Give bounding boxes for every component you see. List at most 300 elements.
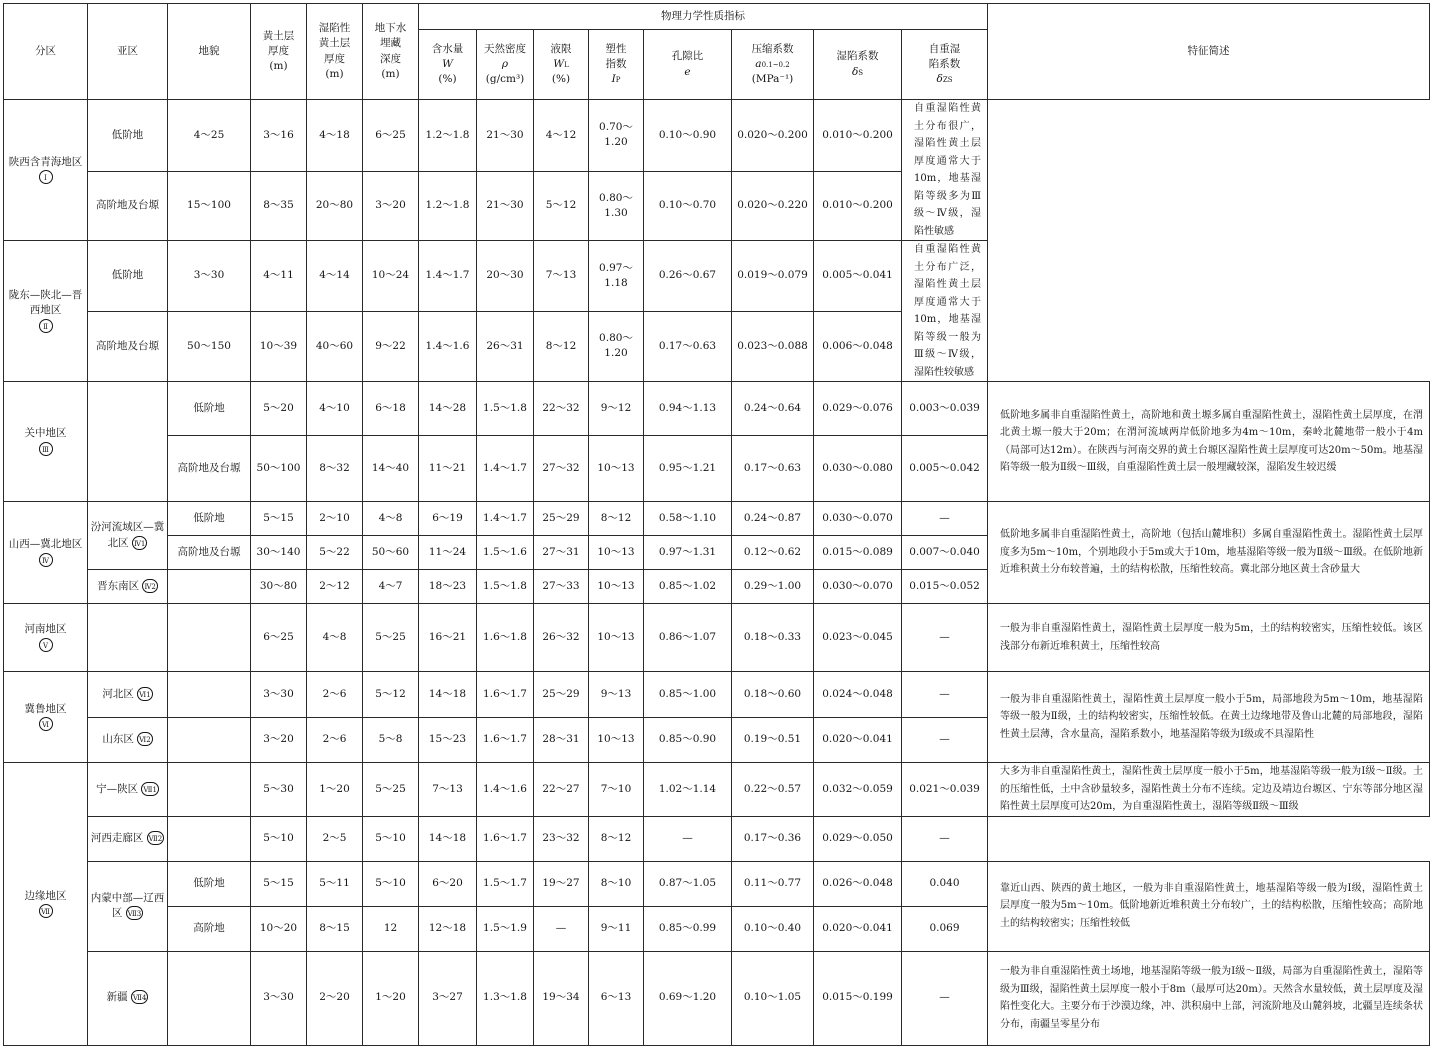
cell-text: 0.69～1.20 (658, 991, 717, 1004)
table-row (4, 604, 1430, 672)
cell-text: 7～10 (600, 782, 632, 795)
district-numeral-icon: Ⅴ (39, 638, 53, 652)
header-water-content: 含水量 W (%) (419, 30, 477, 100)
cell-text: — (939, 733, 950, 746)
collapse-coefficient-cell (814, 570, 902, 604)
cell-text: 27～33 (542, 579, 580, 592)
collapsible-thickness-cell (307, 861, 363, 906)
cell-text: 5～20 (263, 401, 294, 414)
water-content-cell (419, 861, 477, 906)
groundwater-depth-cell (307, 100, 363, 172)
subdistrict-numeral-icon: Ⅳ2 (142, 579, 157, 593)
self-weight-coefficient-cell (814, 241, 902, 312)
cell-text: 山东区 (102, 733, 134, 746)
cell-text: 0.015～0.089 (822, 545, 893, 558)
plasticity-index-cell (589, 718, 644, 763)
self-weight-coefficient-cell (814, 100, 902, 172)
void-ratio-cell (644, 951, 732, 1045)
table-row (4, 241, 1430, 312)
cell-text: 0.023～0.045 (822, 630, 893, 643)
cell-text: 18～23 (428, 579, 467, 592)
liquid-limit-cell (477, 171, 534, 240)
subdistrict-numeral-icon: Ⅵ2 (137, 732, 153, 746)
density-cell (477, 861, 534, 906)
liquid-limit-cell (534, 536, 589, 570)
plasticity-index-cell (589, 763, 644, 817)
compressibility-cell (732, 436, 814, 502)
district-cell (4, 604, 88, 672)
cell-text: 1～20 (375, 991, 406, 1004)
self-weight-coefficient-cell (902, 382, 988, 436)
cell-text: 0.29～1.00 (743, 579, 802, 592)
cell-text: 10～20 (259, 921, 298, 934)
description-cell (988, 382, 1430, 502)
table-row (4, 171, 1430, 240)
cell-text: 0.22～0.57 (743, 782, 802, 795)
cell-text: 一般为非自重湿陷性黄土，湿陷性黄土层厚度一般小于5m，局部地段为5m～10m，地基湿陷等级一般为Ⅱ级，土的结构较密实，压缩性较低。在黄土边缘地带及鲁山北麓的局部地段，湿陷性黄土层薄，含水量高，湿陷系数小，地基湿陷等级为Ⅰ级或不具湿陷性 (1000, 693, 1423, 740)
loess-thickness-cell (251, 763, 307, 817)
collapsible-thickness-cell (307, 672, 363, 718)
cell-text: 20～30 (486, 269, 524, 282)
density-cell (477, 436, 534, 502)
cell-text: 5～30 (263, 782, 294, 795)
table-row (4, 763, 1430, 817)
self-weight-coefficient-cell (902, 906, 988, 951)
groundwater-depth-cell (363, 436, 419, 502)
density-cell (477, 816, 534, 861)
water-content-cell (419, 604, 477, 672)
cell-text: 0.005～0.041 (822, 269, 893, 282)
description-cell (988, 861, 1430, 951)
district-cell (4, 672, 88, 763)
cell-text: 6～19 (432, 511, 463, 524)
header-district: 分区 (4, 4, 88, 100)
plasticity-index-cell (589, 382, 644, 436)
loess-thickness-cell (251, 570, 307, 604)
district-cell (4, 502, 88, 604)
cell-text: 1～20 (319, 782, 350, 795)
self-weight-coefficient-cell (814, 171, 902, 240)
cell-text: 0.040 (929, 876, 960, 889)
description-cell (902, 100, 988, 241)
groundwater-depth-cell (363, 718, 419, 763)
cell-text: 25～29 (542, 687, 580, 700)
cell-text: 5～25 (375, 630, 406, 643)
description-cell (988, 604, 1430, 672)
groundwater-depth-cell (363, 763, 419, 817)
cell-text: 9～22 (375, 339, 406, 352)
district-cell (4, 382, 88, 502)
liquid-limit-cell (534, 906, 589, 951)
loess-thickness-cell (251, 816, 307, 861)
header-collapse-coefficient: 湿陷系数 δS (814, 30, 902, 100)
header-self-weight-coefficient: 自重湿 陷系数 δZS (902, 30, 988, 100)
cell-text: 0.020～0.220 (737, 199, 808, 212)
subdistrict-numeral-icon: Ⅶ3 (126, 906, 144, 920)
cell-text: 10～13 (597, 461, 635, 474)
collapsible-thickness-cell (251, 241, 307, 312)
district-numeral-icon: Ⅰ (39, 170, 53, 184)
landform-cell (168, 906, 251, 951)
density-cell (477, 672, 534, 718)
cell-text: 0.003～0.039 (909, 401, 980, 414)
cell-text: 靠近山西、陕西的黄土地区，一般为非自重湿陷性黄土，地基湿陷等级一般为Ⅰ级，湿陷性黄土层厚度一般为5m～10m。低阶地新近堆积黄土分布较广，土的结构松散，压缩性较高；高阶地土的结构较密实；压缩性较低 (1000, 882, 1423, 929)
cell-text: 25～29 (542, 511, 580, 524)
density-cell (477, 718, 534, 763)
cell-text: 12 (383, 921, 398, 934)
liquid-limit-cell (534, 951, 589, 1045)
cell-text: 高阶地及台塬 (177, 545, 241, 558)
compressibility-cell (732, 536, 814, 570)
cell-text: 1.4～1.7 (483, 511, 527, 524)
cell-text: 0.019～0.079 (737, 269, 808, 282)
cell-text: 1.5～1.7 (483, 876, 527, 889)
subdistrict-cell (88, 816, 168, 861)
cell-text: 4～10 (319, 401, 350, 414)
cell-text: 21～30 (486, 199, 524, 212)
cell-text: 30～80 (259, 579, 298, 592)
description-cell (988, 502, 1430, 604)
cell-text: 1.5～1.9 (483, 921, 527, 934)
header-loess-thickness: 黄土层 厚度 (m) (251, 4, 307, 100)
landform-cell (168, 718, 251, 763)
cell-text: 8～15 (319, 921, 350, 934)
cell-text: — (939, 511, 950, 524)
loess-thickness-cell (251, 672, 307, 718)
landform-cell (88, 100, 168, 172)
compressibility-cell (732, 502, 814, 536)
cell-text: 16～21 (428, 630, 467, 643)
cell-text: 0.85～1.02 (658, 579, 717, 592)
void-ratio-cell (644, 816, 732, 861)
collapsible-thickness-cell (307, 816, 363, 861)
density-cell (477, 763, 534, 817)
cell-text: 1.3～1.8 (483, 991, 527, 1004)
cell-text: 4～25 (193, 128, 225, 141)
cell-text: 0.18～0.33 (743, 630, 802, 643)
compressibility-cell (644, 171, 732, 240)
groundwater-depth-cell (363, 382, 419, 436)
self-weight-coefficient-cell (902, 816, 988, 861)
collapsible-thickness-cell (307, 951, 363, 1045)
water-content-cell (419, 951, 477, 1045)
description-cell (988, 763, 1430, 817)
collapsible-thickness-cell (251, 100, 307, 172)
collapsible-thickness-cell (307, 382, 363, 436)
cell-text: 8～32 (319, 461, 350, 474)
cell-text: 0.24～0.64 (743, 401, 802, 414)
cell-text: 3～30 (193, 269, 225, 282)
cell-text: 3～20 (263, 733, 294, 746)
description-cell (988, 951, 1430, 1045)
cell-text: 27～32 (542, 461, 580, 474)
cell-text: 3～20 (375, 199, 406, 212)
cell-text: 低阶地 (111, 269, 144, 282)
cell-text: 8～12 (600, 831, 632, 844)
cell-text: 0.17～0.63 (743, 461, 802, 474)
landform-cell (168, 502, 251, 536)
cell-text: 冀鲁地区 (24, 702, 67, 715)
loess-thickness-cell (251, 382, 307, 436)
cell-text: 8～35 (263, 199, 294, 212)
table-row (4, 816, 1430, 861)
subdistrict-numeral-icon: Ⅳ1 (132, 536, 147, 550)
water-content-cell (363, 100, 419, 172)
void-ratio-cell (644, 763, 732, 817)
subdistrict-numeral-icon: Ⅶ2 (147, 831, 165, 845)
groundwater-depth-cell (307, 241, 363, 312)
liquid-limit-cell (477, 311, 534, 382)
density-cell (477, 502, 534, 536)
liquid-limit-cell (534, 672, 589, 718)
cell-text: 50～60 (371, 545, 410, 558)
cell-text: 0.032～0.059 (822, 782, 893, 795)
liquid-limit-cell (534, 816, 589, 861)
cell-text: — (939, 630, 950, 643)
plasticity-index-cell (589, 436, 644, 502)
cell-text: 11～24 (428, 545, 467, 558)
cell-text: 新疆 (106, 991, 128, 1004)
cell-text: 0.029～0.050 (822, 831, 893, 844)
cell-text: 高阶地及台塬 (96, 339, 159, 352)
compressibility-cell (732, 718, 814, 763)
cell-text: 河北区 (102, 687, 134, 700)
cell-text: 陇东—陕北—晋西地区 (8, 289, 83, 317)
water-content-cell (363, 241, 419, 312)
cell-text: 23～32 (542, 831, 580, 844)
groundwater-depth-cell (363, 861, 419, 906)
collapse-coefficient-cell (814, 718, 902, 763)
groundwater-depth-cell (363, 951, 419, 1045)
cell-text: 1.2～1.8 (425, 199, 470, 212)
water-content-cell (419, 906, 477, 951)
description-cell (988, 672, 1430, 763)
cell-text: 高阶地及台塬 (177, 461, 241, 474)
loess-thickness-cell (251, 718, 307, 763)
cell-text: 0.10～0.90 (658, 128, 717, 141)
landform-cell (168, 382, 251, 436)
cell-text: 19～27 (542, 876, 580, 889)
density-cell (419, 100, 477, 172)
cell-text: — (939, 687, 950, 700)
cell-text: 40～60 (315, 339, 354, 352)
header-subdistrict: 亚区 (88, 4, 168, 100)
cell-text: 一般为非自重湿陷性黄土，湿陷性黄土层厚度一般为5m，土的结构较密实，压缩性较低。该区浅部分布新近堆积黄土，压缩性较高 (1000, 623, 1423, 652)
cell-text: 6～18 (375, 401, 406, 414)
cell-text: 山西—冀北地区 (8, 538, 83, 551)
cell-text: 7～13 (545, 269, 577, 282)
cell-text: 0.12～0.62 (743, 545, 802, 558)
self-weight-coefficient-cell (902, 672, 988, 718)
cell-text: — (939, 991, 950, 1004)
void-ratio-cell (589, 171, 644, 240)
header-density: 天然密度 ρ (g/cm³) (477, 30, 534, 100)
subdistrict-cell (88, 763, 168, 817)
cell-text: 1.2～1.8 (425, 128, 470, 141)
cell-text: 19～34 (542, 991, 580, 1004)
liquid-limit-cell (534, 718, 589, 763)
liquid-limit-cell (534, 604, 589, 672)
cell-text: 0.026～0.048 (822, 876, 893, 889)
header-description: 特征简述 (988, 4, 1430, 100)
cell-text: 10～13 (597, 579, 635, 592)
landform-cell (168, 763, 251, 817)
self-weight-coefficient-cell (902, 763, 988, 817)
cell-text: 低阶地 (111, 128, 144, 141)
cell-text: 10～24 (371, 269, 410, 282)
cell-text: 14～28 (428, 401, 467, 414)
collapse-coefficient-cell (814, 436, 902, 502)
cell-text: 0.010～0.200 (822, 199, 893, 212)
compressibility-cell (732, 570, 814, 604)
cell-text: 5～12 (375, 687, 406, 700)
compressibility-cell (732, 382, 814, 436)
collapsible-thickness-cell (307, 536, 363, 570)
cell-text: 28～31 (542, 733, 580, 746)
cell-text: 3～16 (263, 128, 294, 141)
cell-text: 4～8 (378, 511, 403, 524)
cell-text: 2～10 (319, 511, 350, 524)
cell-text: 5～25 (375, 782, 406, 795)
cell-text: 1.6～1.8 (483, 630, 527, 643)
subdistrict-cell (88, 718, 168, 763)
cell-text: 6～13 (600, 991, 632, 1004)
void-ratio-cell (644, 604, 732, 672)
cell-text: 8～12 (545, 339, 577, 352)
landform-cell (168, 861, 251, 906)
header-physical-group: 物理力学性质指标 (419, 4, 988, 30)
cell-text: 0.030～0.070 (822, 579, 893, 592)
self-weight-coefficient-cell (814, 311, 902, 382)
cell-text: — (682, 831, 693, 844)
groundwater-depth-cell (363, 816, 419, 861)
cell-text: 0.015～0.199 (822, 991, 893, 1004)
cell-text: 3～30 (263, 687, 294, 700)
table-row (4, 311, 1430, 382)
water-content-cell (419, 718, 477, 763)
cell-text: 1.5～1.8 (483, 579, 527, 592)
cell-text: 0.015～0.052 (909, 579, 980, 592)
cell-text: 9～13 (600, 687, 632, 700)
compressibility-cell (732, 861, 814, 906)
self-weight-coefficient-cell (902, 861, 988, 906)
liquid-limit-cell (477, 100, 534, 172)
density-cell (477, 906, 534, 951)
cell-text: 21～30 (486, 128, 524, 141)
loess-thickness-cell (168, 171, 251, 240)
cell-text: 6～20 (432, 876, 463, 889)
collapsible-thickness-cell (251, 171, 307, 240)
cell-text: 0.030～0.080 (822, 461, 893, 474)
groundwater-depth-cell (307, 311, 363, 382)
cell-text: 4～14 (319, 269, 350, 282)
void-ratio-cell (644, 382, 732, 436)
cell-text: 0.023～0.088 (737, 339, 808, 352)
cell-text: 0.006～0.048 (822, 339, 893, 352)
cell-text: 河南地区 (24, 623, 67, 636)
cell-text: 关中地区 (24, 427, 67, 440)
table-row (4, 382, 1430, 436)
cell-text: 3～30 (263, 991, 294, 1004)
cell-text: 2～20 (319, 991, 350, 1004)
density-cell (477, 536, 534, 570)
collapse-coefficient-cell (814, 763, 902, 817)
collapse-coefficient-cell (732, 241, 814, 312)
cell-text: 0.007～0.040 (909, 545, 980, 558)
cell-text: 1.5～1.8 (483, 401, 527, 414)
header-plasticity-index: 塑性 指数 IP (589, 30, 644, 100)
cell-text: 15～100 (187, 199, 231, 212)
collapsible-thickness-cell (307, 604, 363, 672)
cell-text: 5～12 (545, 199, 577, 212)
cell-text: 14～40 (371, 461, 410, 474)
plasticity-index-cell (589, 906, 644, 951)
cell-text: 0.005～0.042 (909, 461, 980, 474)
header-compressibility: 压缩系数 a0.1~0.2 (MPa⁻¹) (732, 30, 814, 100)
plasticity-index-cell (589, 604, 644, 672)
landform-cell (168, 951, 251, 1045)
cell-text: 10～13 (597, 733, 635, 746)
cell-text: 12～18 (428, 921, 467, 934)
landform-cell (168, 816, 251, 861)
landform-cell (88, 311, 168, 382)
water-content-cell (419, 536, 477, 570)
plasticity-index-cell (589, 951, 644, 1045)
void-ratio-cell (589, 100, 644, 172)
cell-text: 1.4～1.7 (483, 461, 527, 474)
liquid-limit-cell (477, 241, 534, 312)
cell-text: 14～18 (428, 687, 467, 700)
cell-text: 5～15 (263, 511, 294, 524)
void-ratio-cell (644, 861, 732, 906)
subdistrict-cell (88, 951, 168, 1045)
cell-text: 自重湿陷性黄土分布很广，湿陷性黄土层厚度通常大于10m，地基湿陷等级多为Ⅲ级～Ⅳ级，湿陷性敏感 (914, 103, 981, 237)
cell-text: 20～80 (315, 199, 354, 212)
collapse-coefficient-cell (814, 604, 902, 672)
header-groundwater-depth: 地下水 埋藏 深度 (m) (363, 4, 419, 100)
cell-text: 4～7 (378, 579, 403, 592)
cell-text: 26～32 (542, 630, 580, 643)
self-weight-coefficient-cell (902, 951, 988, 1045)
table-row (4, 861, 1430, 906)
void-ratio-cell (589, 311, 644, 382)
cell-text: 5～10 (375, 876, 406, 889)
collapsible-thickness-cell (307, 763, 363, 817)
cell-text: 低阶地 (193, 876, 225, 889)
cell-text: 0.17～0.36 (743, 831, 802, 844)
cell-text: 1.5～1.6 (483, 545, 527, 558)
cell-text: 0.95～1.21 (658, 461, 717, 474)
water-content-cell (419, 763, 477, 817)
cell-text: 4～12 (545, 128, 577, 141)
collapsible-thickness-cell (307, 906, 363, 951)
liquid-limit-cell (534, 570, 589, 604)
cell-text: 0.97～1.31 (658, 545, 717, 558)
loess-thickness-cell (251, 861, 307, 906)
cell-text: 0.26～0.67 (658, 269, 717, 282)
plasticity-index-cell (534, 241, 589, 312)
loess-zoning-table (3, 3, 1430, 1046)
cell-text: 高阶地 (193, 921, 225, 934)
compressibility-cell (732, 906, 814, 951)
cell-text: 0.97～1.18 (599, 261, 633, 289)
cell-text: 0.17～0.63 (658, 339, 717, 352)
cell-text: 1.4～1.6 (425, 339, 470, 352)
cell-text: 0.80～1.30 (599, 191, 633, 219)
cell-text: 0.029～0.076 (822, 401, 893, 414)
water-content-cell (419, 382, 477, 436)
cell-text: 0.069 (929, 921, 960, 934)
